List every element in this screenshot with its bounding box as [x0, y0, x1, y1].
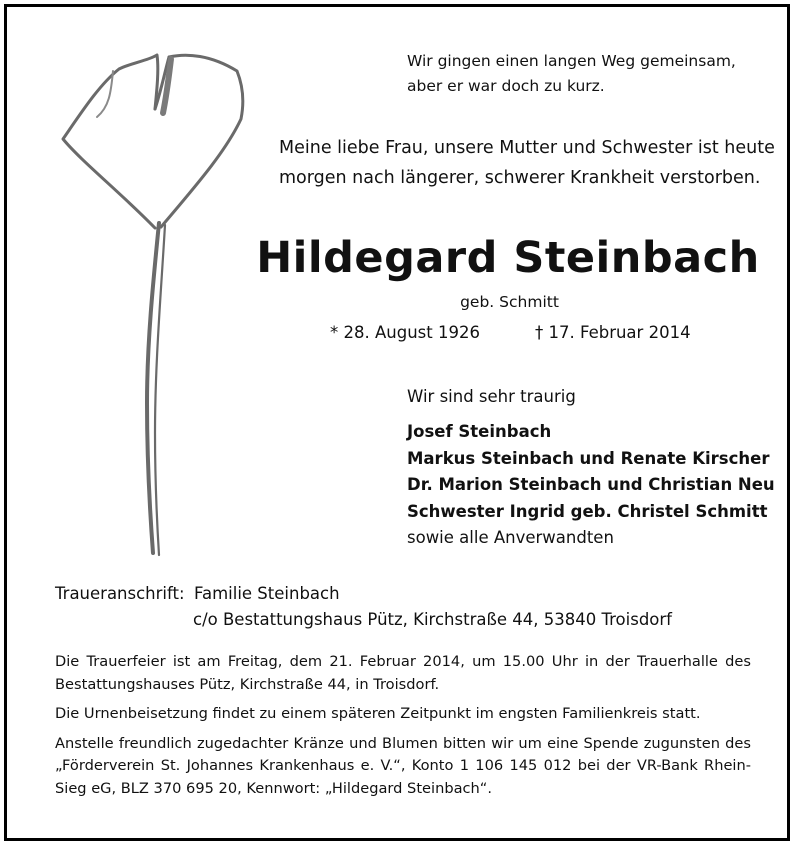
announcement-line-1: Meine liebe Frau, unsere Mutter und Schwester ist heute [279, 138, 775, 158]
notices [55, 651, 751, 807]
mourner-name: Josef Steinbach [407, 422, 552, 441]
birth-name: geb. Schmitt [460, 293, 559, 311]
mourner-name: Dr. Marion Steinbach und Christian Neu [407, 475, 775, 494]
address-line-1: Familie Steinbach [194, 584, 340, 603]
mourners-closing: sowie alle Anverwandten [407, 528, 614, 547]
birth-date: * 28. August 1926 [330, 323, 480, 342]
mourners-list [407, 419, 775, 552]
deceased-name: Hildegard Steinbach [256, 233, 760, 283]
death-date: † 17. Februar 2014 [535, 323, 691, 342]
urn-burial-notice: Die Urnenbeisetzung findet zu einem späteren Zeitpunkt im engsten Familienkreis statt. [55, 705, 701, 722]
funeral-service-notice: Die Trauerfeier ist am Freitag, dem 21. Februar 2014, um 15.00 Uhr in der Trauerhalle des Bestattungshauses Pütz, Kirchstraße 44, in Troisdorf. [55, 653, 751, 693]
motto [407, 49, 736, 99]
mourner-name: Schwester Ingrid geb. Christel Schmitt [407, 501, 768, 521]
address-label: Traueranschrift: [55, 584, 185, 603]
motto-line-1: Wir gingen einen langen Weg gemeinsam, [407, 52, 736, 70]
obituary-notice [4, 4, 790, 841]
mourners-heading: Wir sind sehr traurig [407, 387, 576, 406]
announcement-line-2: morgen nach längerer, schwerer Krankheit verstorben. [279, 168, 761, 188]
address-line-2: c/o Bestattungshaus Pütz, Kirchstraße 44, 53840 Troisdorf [193, 610, 672, 629]
mourner-name: Markus Steinbach und Renate Kirscher [407, 448, 770, 468]
death-announcement [279, 133, 775, 193]
donation-notice: Anstelle freundlich zugedachter Kränze und Blumen bitten wir um eine Spende zugunsten des „Förderverein St. Johannes Krankenhaus e. V.“, Konto 1 106 145 012 bei der VR-Bank Rhein-Sieg eG, BLZ 370 695 20, Kennwort: „Hildegard Steinbach“. [55, 734, 751, 797]
motto-line-2: aber er war doch zu kurz. [407, 77, 605, 95]
